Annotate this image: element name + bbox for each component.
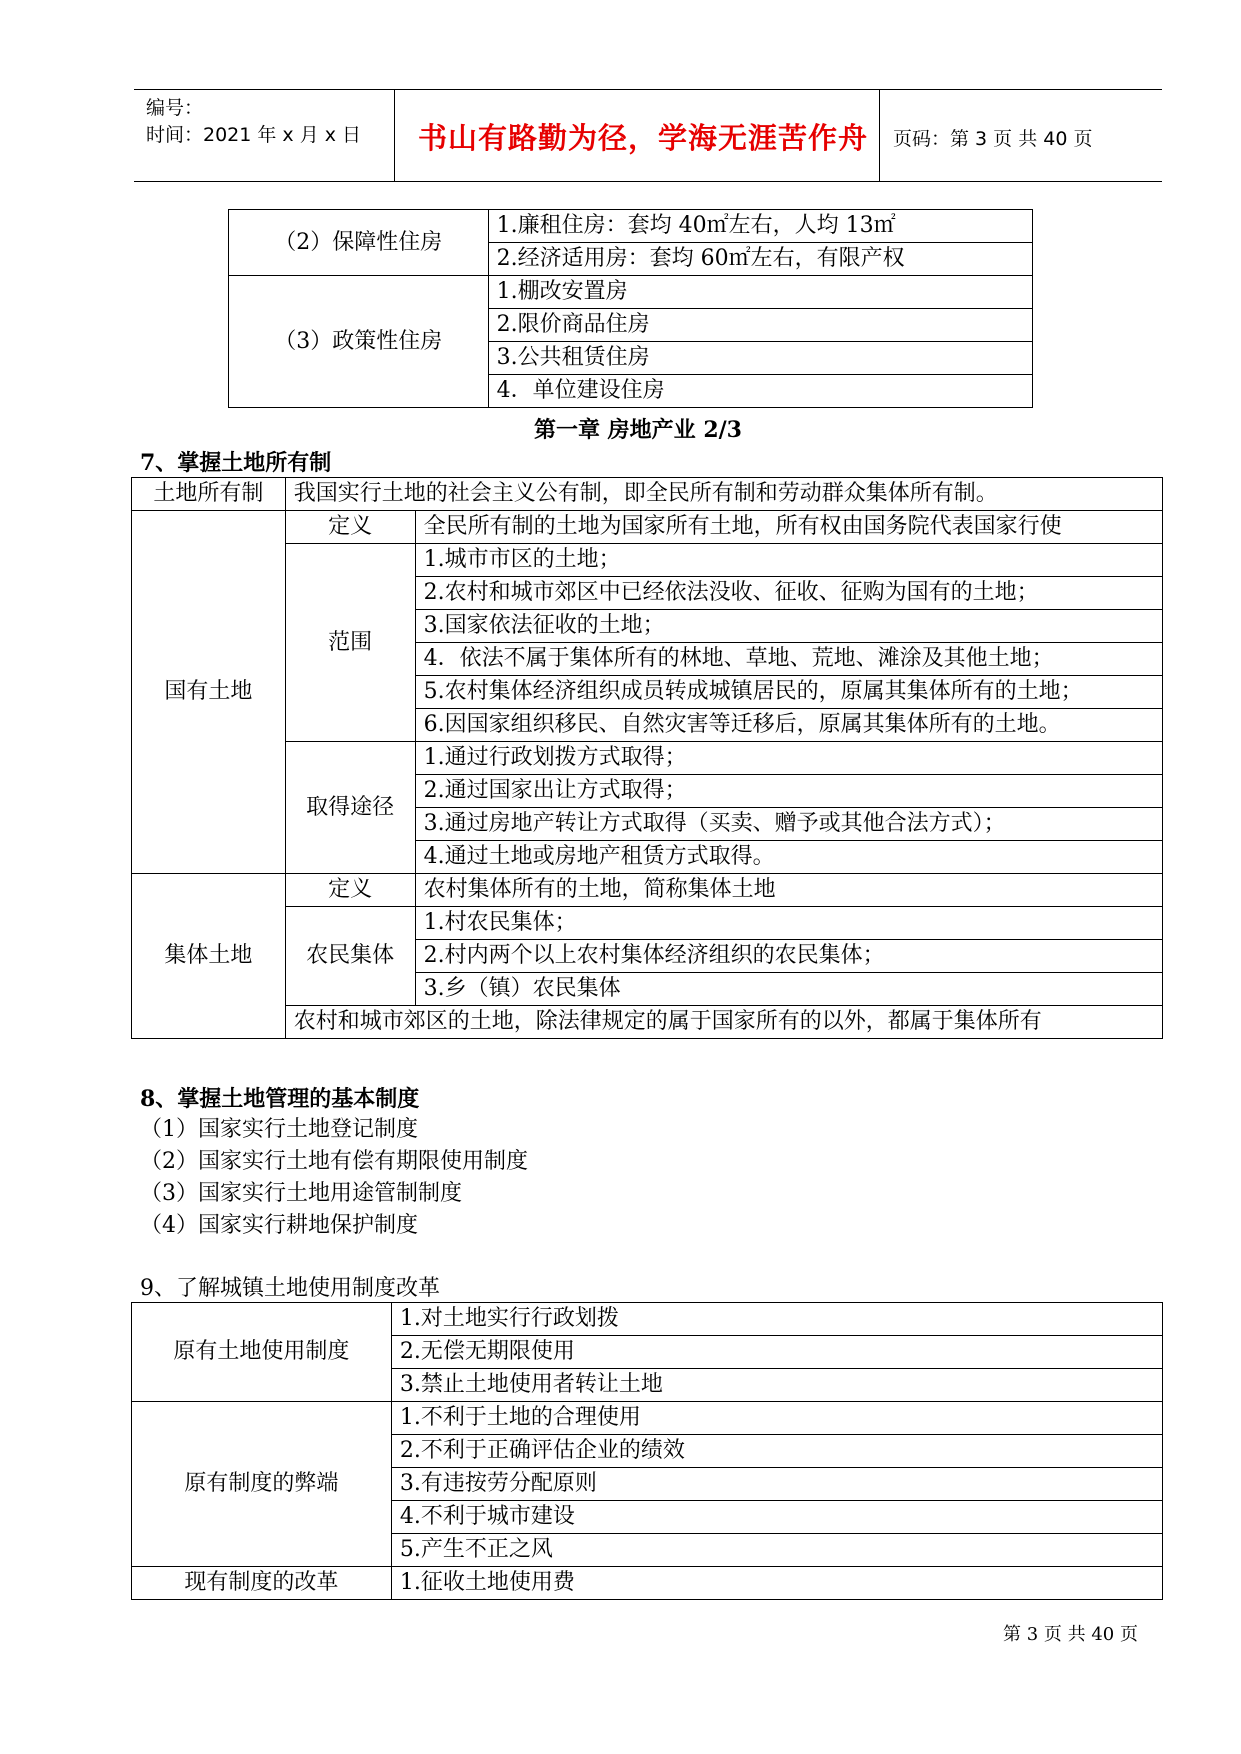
ownership-text: 我国实行土地的社会主义公有制，即全民所有制和劳动群众集体所有制。 (285, 478, 1162, 511)
section-9-title: 9、了解城镇土地使用制度改革 (140, 1276, 440, 1301)
section-8-title: 8、掌握土地管理的基本制度 (140, 1086, 420, 1112)
header-time-label: 时间：2021 年 x 月 x 日 (146, 124, 362, 146)
header-number-label: 编号： (146, 97, 204, 119)
state-scope-label: 范围 (285, 544, 415, 742)
reform-table (131, 1302, 1163, 1600)
list-item: 3.有违按劳分配原则 (391, 1468, 1162, 1501)
list-item: 4.通过土地或房地产租赁方式取得。 (415, 841, 1162, 874)
reform-group-label: 原有制度的弊端 (132, 1402, 392, 1567)
state-land-label: 国有土地 (132, 511, 286, 874)
list-item: 1.不利于土地的合理使用 (391, 1402, 1162, 1435)
collective-land-label: 集体土地 (132, 874, 286, 1039)
table-row (132, 1402, 1163, 1435)
list-item: 3.禁止土地使用者转让土地 (391, 1369, 1162, 1402)
list-item: 4．依法不属于集体所有的林地、草地、荒地、滩涂及其他土地； (415, 643, 1162, 676)
housing-item: 3.公共租赁住房 (488, 342, 1032, 375)
header-divider-left (394, 89, 395, 181)
chapter-title: 第一章 房地产业 2/3 (534, 417, 742, 443)
list-item: 6.因国家组织移民、自然灾害等迁移后，原属其集体所有的土地。 (415, 709, 1162, 742)
table-row (132, 1567, 1163, 1600)
list-item: 3.国家依法征收的土地； (415, 610, 1162, 643)
table-row (132, 1006, 1163, 1039)
list-item: 2.村内两个以上农村集体经济组织的农民集体； (415, 940, 1162, 973)
header-bottom-rule (134, 181, 1162, 182)
list-item: 3.乡（镇）农民集体 (415, 973, 1162, 1006)
housing-item: 2.限价商品住房 (488, 309, 1032, 342)
reform-group-label: 现有制度的改革 (132, 1567, 392, 1600)
housing-item: 1.廉租住房：套均 40㎡左右，人均 13㎡ (488, 210, 1032, 243)
list-item: （4）国家实行耕地保护制度 (140, 1213, 418, 1238)
list-item: 1.城市市区的土地； (415, 544, 1162, 577)
footer-page-number: 第 3 页 共 40 页 (1003, 1624, 1138, 1645)
table-row (132, 1303, 1163, 1336)
collective-farmers-label: 农民集体 (285, 907, 415, 1006)
list-item: 4.不利于城市建设 (391, 1501, 1162, 1534)
list-item: （2）国家实行土地有偿有期限使用制度 (140, 1149, 528, 1174)
list-item: 1.对土地实行行政划拨 (391, 1303, 1162, 1336)
list-item: （3）国家实行土地用途管制制度 (140, 1181, 462, 1206)
header-top-rule (134, 89, 1162, 90)
table-row (132, 511, 1163, 544)
table-row (132, 478, 1163, 511)
housing-category: （3）政策性住房 (229, 276, 489, 408)
list-item: 3.通过房地产转让方式取得（买卖、赠予或其他合法方式）； (415, 808, 1162, 841)
list-item: 5.农村集体经济组织成员转成城镇居民的，原属其集体所有的土地； (415, 676, 1162, 709)
header-page-label: 页码：第 3 页 共 40 页 (893, 128, 1093, 150)
housing-item: 1.棚改安置房 (488, 276, 1032, 309)
collective-definition: 农村集体所有的土地，简称集体土地 (415, 874, 1162, 907)
table-row (229, 210, 1033, 243)
table-row (132, 874, 1163, 907)
header-divider-right (879, 89, 880, 181)
housing-category: （2）保障性住房 (229, 210, 489, 276)
land-ownership-table (131, 477, 1163, 1039)
housing-table (228, 209, 1033, 408)
list-item: 2.农村和城市郊区中已经依法没收、征收、征购为国有的土地； (415, 577, 1162, 610)
state-definition: 全民所有制的土地为国家所有土地，所有权由国务院代表国家行使 (415, 511, 1162, 544)
list-item: 1.征收土地使用费 (391, 1567, 1162, 1600)
collective-note: 农村和城市郊区的土地，除法律规定的属于国家所有的以外，都属于集体所有 (285, 1006, 1162, 1039)
table-row (132, 907, 1163, 940)
list-item: 2.通过国家出让方式取得； (415, 775, 1162, 808)
housing-item: 4．单位建设住房 (488, 375, 1032, 408)
state-definition-label: 定义 (285, 511, 415, 544)
table-row (229, 276, 1033, 309)
list-item: 2.无偿无期限使用 (391, 1336, 1162, 1369)
section-7-title: 7、掌握土地所有制 (140, 450, 332, 476)
list-item: 1.村农民集体； (415, 907, 1162, 940)
housing-item: 2.经济适用房：套均 60㎡左右，有限产权 (488, 243, 1032, 276)
list-item: （1）国家实行土地登记制度 (140, 1117, 418, 1142)
list-item: 1.通过行政划拨方式取得； (415, 742, 1162, 775)
collective-definition-label: 定义 (285, 874, 415, 907)
state-acquire-label: 取得途径 (285, 742, 415, 874)
list-item: 2.不利于正确评估企业的绩效 (391, 1435, 1162, 1468)
ownership-label: 土地所有制 (132, 478, 286, 511)
table-row (132, 742, 1163, 775)
table-row (132, 544, 1163, 577)
reform-group-label: 原有土地使用制度 (132, 1303, 392, 1402)
header-slogan: 书山有路勤为径，学海无涯苦作舟 (418, 121, 869, 155)
list-item: 5.产生不正之风 (391, 1534, 1162, 1567)
